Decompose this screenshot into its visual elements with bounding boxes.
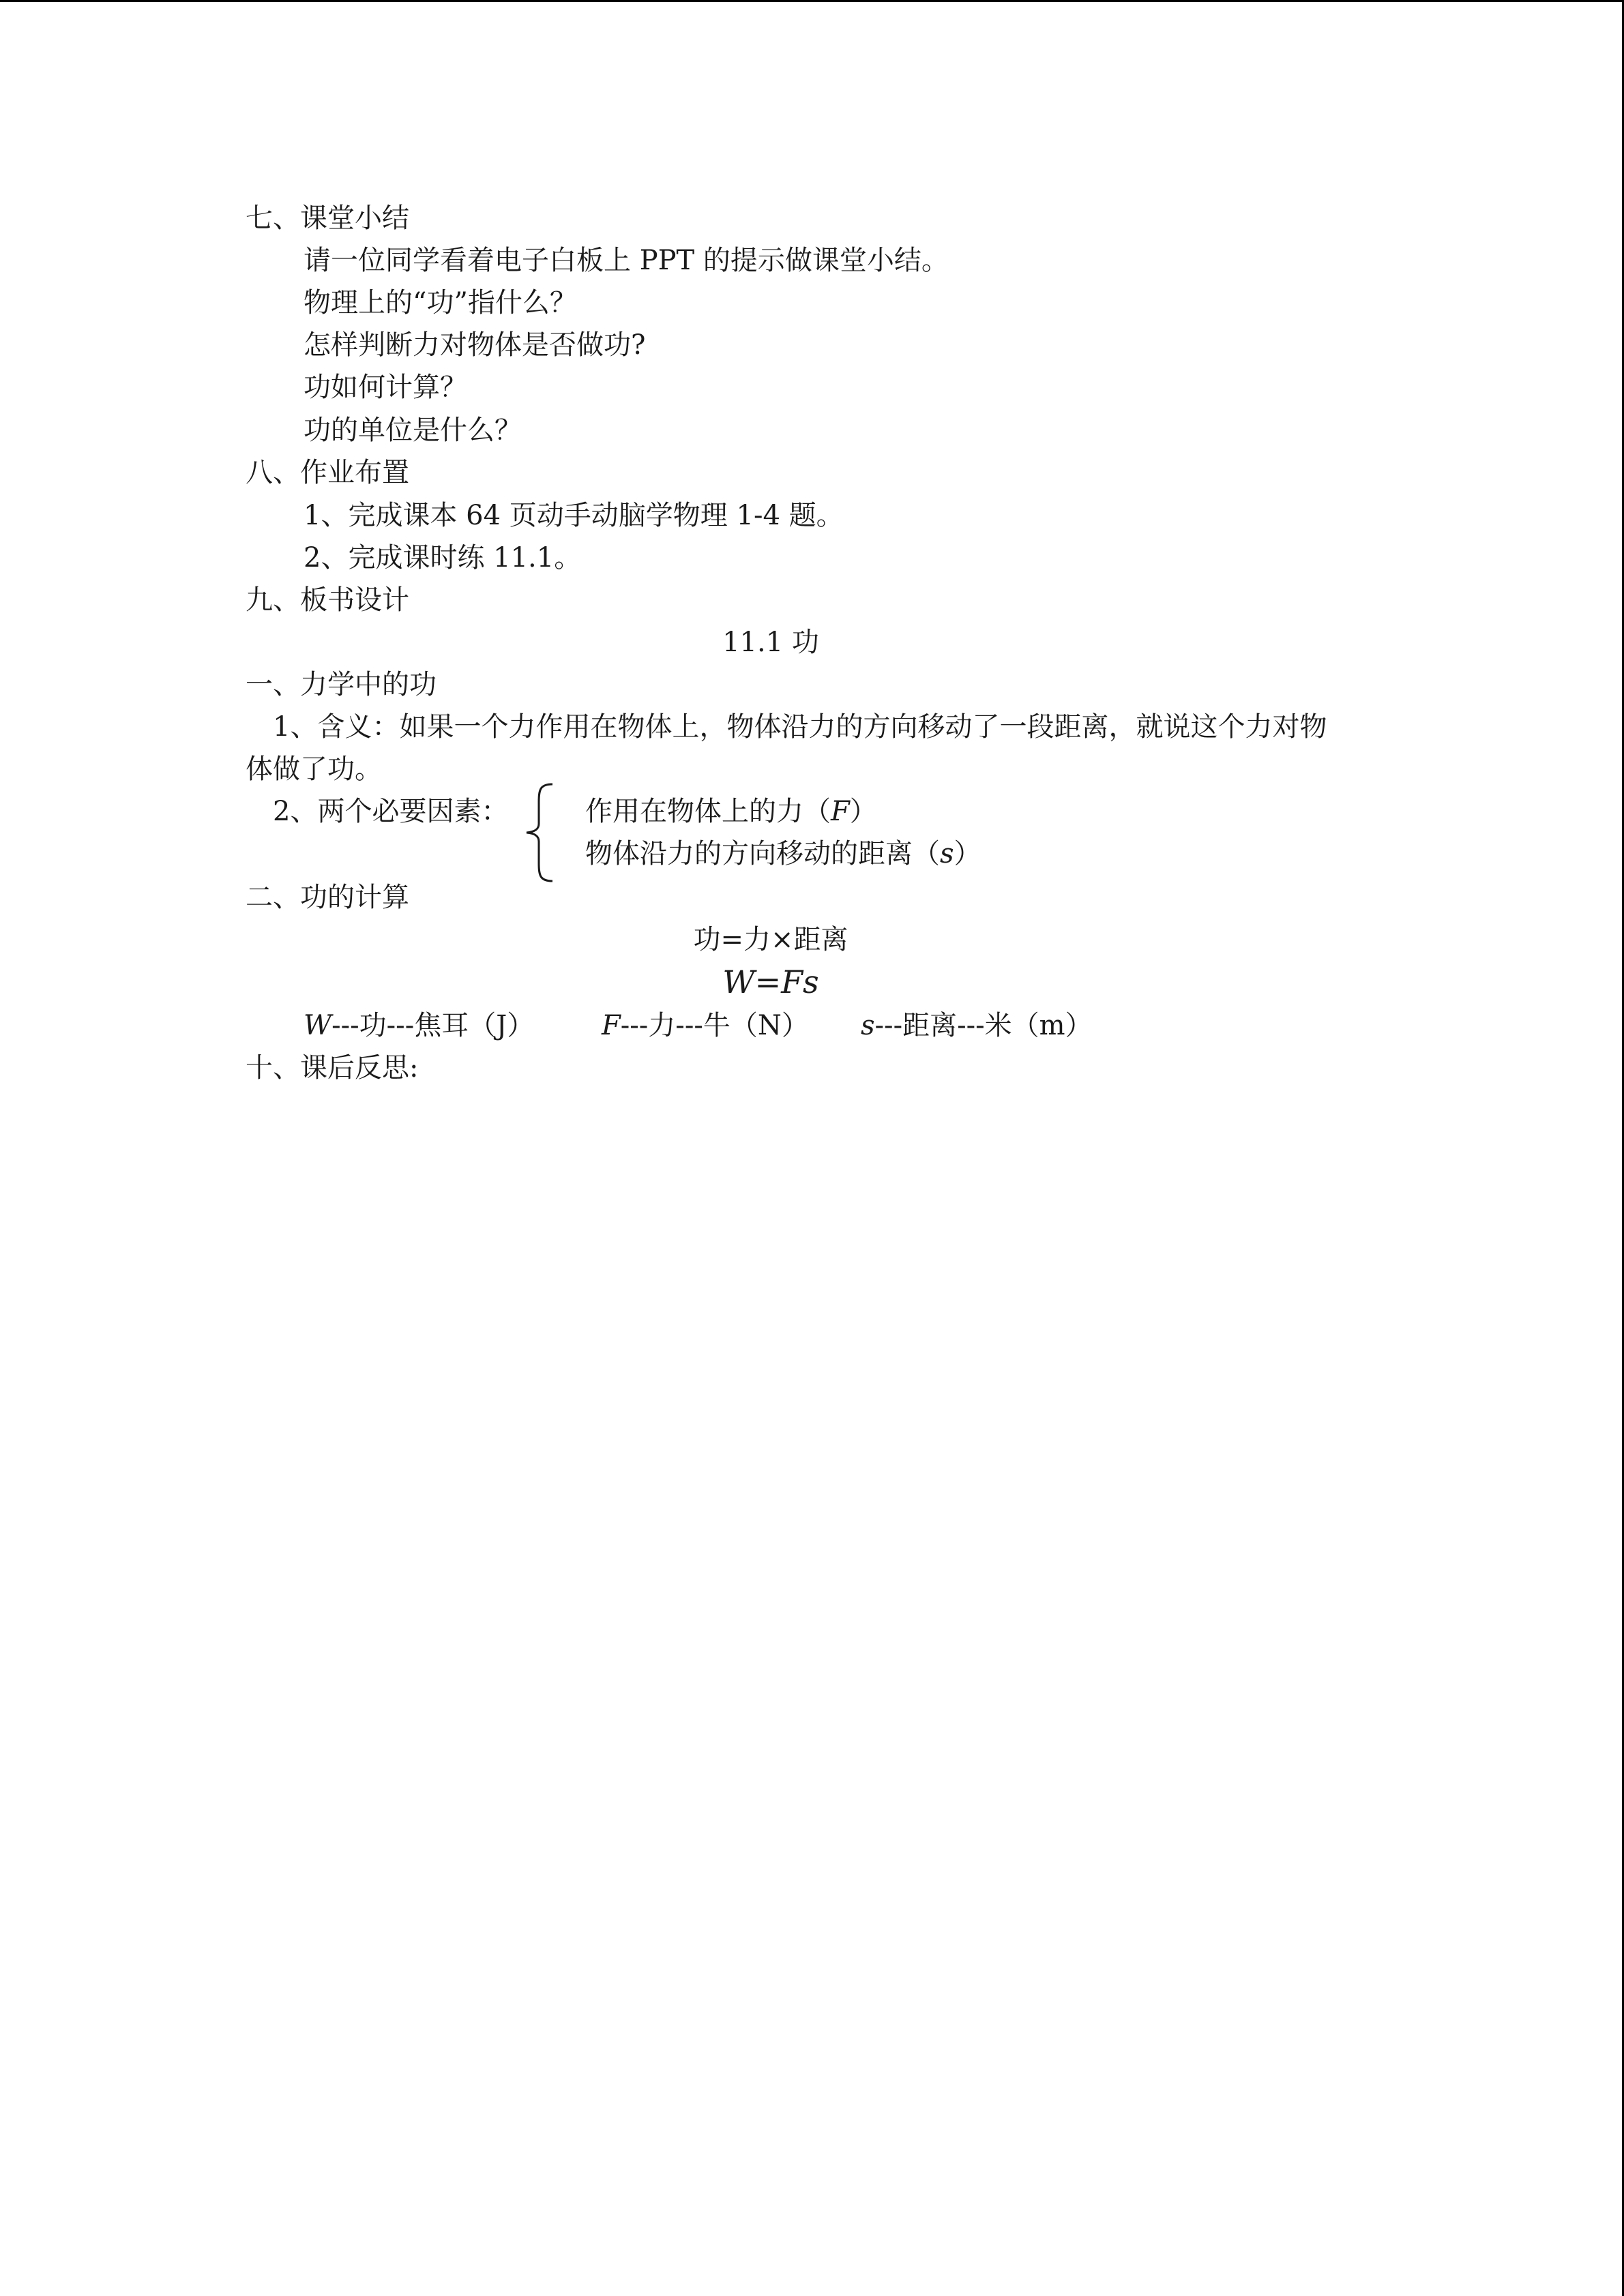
homework-line-1: 1、完成课本 64 页动手动脑学物理 1-4 题。 [304, 500, 844, 531]
section-10-heading: 十、课后反思: [246, 1052, 419, 1084]
summary-line-1: 请一位同学看着电子白板上 PPT 的提示做课堂小结。 [304, 245, 949, 276]
unit-work-symbol: W [304, 1010, 332, 1041]
summary-line-2: 物理上的“功”指什么？ [304, 287, 577, 318]
unit-distance-symbol: s [861, 1010, 875, 1041]
unit-work [304, 1005, 534, 1046]
unit-work-text: ---功---焦耳（J） [331, 1010, 535, 1041]
summary-line-5: 功的单位是什么？ [304, 415, 522, 446]
factor-distance [585, 833, 981, 874]
section-7-heading: 七、课堂小结 [246, 203, 409, 234]
factor-distance-text: 物体沿力的方向移动的距离（ [585, 838, 940, 869]
homework-line-2: 2、完成课时练 11.1。 [304, 542, 582, 573]
board-part1-heading: 一、力学中的功 [246, 669, 437, 700]
unit-force-symbol: F [602, 1010, 621, 1041]
curly-brace-icon [520, 781, 561, 884]
unit-distance-text: ---距离---米（m） [874, 1010, 1093, 1041]
section-9-heading: 九、板书设计 [246, 584, 409, 616]
board-part2-heading: 二、功的计算 [246, 882, 409, 913]
factor-force-text: 作用在物体上的力（ [585, 796, 831, 827]
factor-force-symbol: F [831, 796, 850, 827]
formula-words: 功=力×距离 [693, 924, 848, 955]
summary-line-4: 功如何计算？ [304, 372, 467, 403]
factor-distance-close: ） [954, 838, 981, 869]
section-8-heading: 八、作业布置 [246, 457, 409, 488]
unit-force [602, 1005, 809, 1046]
factors-label: 2、两个必要因素： [273, 796, 509, 827]
formula-symbols: W=Fs [722, 964, 819, 1000]
factor-distance-symbol: s [940, 838, 954, 869]
factor-force-close: ） [849, 796, 877, 827]
unit-force-text: ---力---牛（N） [620, 1010, 809, 1041]
summary-line-3: 怎样判断力对物体是否做功? [304, 329, 646, 361]
page-top-border [0, 0, 1624, 2]
meaning-line-2: 体做了功。 [246, 754, 382, 785]
factor-force [585, 791, 877, 832]
unit-distance [861, 1005, 1093, 1046]
meaning-line-1: 1、含义：如果一个力作用在物体上，物体沿力的方向移动了一段距离，就说这个力对物 [273, 711, 1327, 743]
board-title: 11.1 功 [722, 627, 819, 658]
